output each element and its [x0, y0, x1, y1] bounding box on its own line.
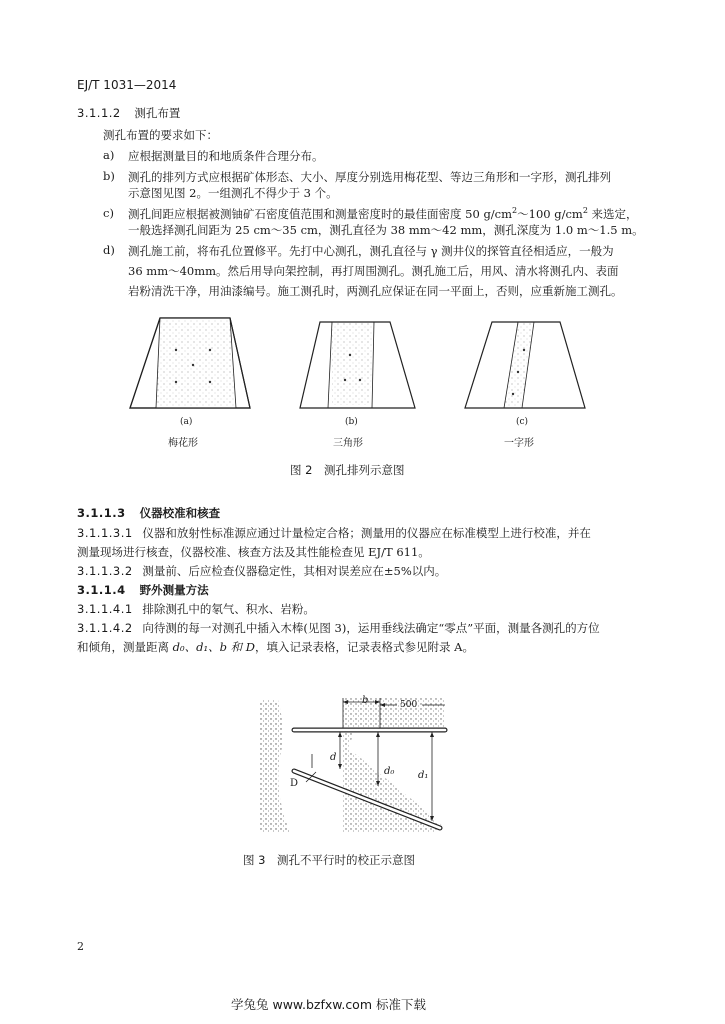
item-a-label: a)	[103, 148, 115, 162]
item-b-line1: 测孔的排列方式应根据矿体形态、大小、厚度分别选用梅花型、等边三角形和一字形，测孔排列	[128, 170, 611, 184]
item-d-line3: 岩粉清洗干净，用油漆编号。施工测孔时，两测孔应保证在同一平面上，否则，应重新施工测孔。	[128, 284, 623, 298]
panel-b-name: 三角形	[333, 438, 363, 449]
rock-face-left	[260, 700, 290, 833]
item-d-label: d)	[103, 243, 115, 257]
para-text: 仪器和放射性标准源应通过计量检定合格；测量用的仪器应在标准模型上进行校准，并在	[142, 526, 591, 540]
para-number: 3.1.1.3.2	[77, 564, 133, 578]
section-3112-heading	[77, 105, 180, 121]
figure-3-caption: 图 3 测孔不平行时的校正示意图	[243, 853, 415, 867]
superscript: 2	[512, 206, 518, 216]
page-number: 2	[77, 940, 84, 953]
panel-a-trapezoid	[130, 318, 250, 408]
para-31141	[77, 601, 315, 617]
para-text: 向待测的每一对测孔中插入木棒(见图 3)，运用垂线法确定“零点”平面，测量各测孔的方位	[142, 621, 600, 635]
label-d1: d₁	[418, 770, 429, 781]
item-c-line2: 一般选择测孔间距为 25 cm～35 cm，测孔直径为 38 mm～42 mm，测孔深度为 1.0 m～1.5 m。	[128, 223, 644, 237]
panel-b-letter: (b)	[345, 417, 358, 427]
section-3112-intro: 测孔布置的要求如下：	[103, 128, 218, 142]
item-c-line1	[128, 206, 638, 222]
label-d: d	[330, 752, 337, 763]
section-number: 3.1.1.4	[77, 583, 126, 597]
section-3114-heading	[77, 582, 209, 598]
item-a-text: 应根据测量目的和地质条件合理分布。	[128, 149, 324, 163]
section-3113-heading	[77, 505, 220, 521]
panel-a-name: 梅花形	[168, 438, 198, 449]
panel-a-letter: (a)	[180, 417, 193, 427]
para-31142-line2	[77, 639, 474, 655]
item-b-line2: 示意图见图 2。一组测孔不得少于 3 个。	[128, 186, 338, 200]
panel-c-letter: (c)	[516, 417, 529, 427]
section-number: 3.1.1.3	[77, 506, 126, 520]
section-title: 仪器校准和核查	[139, 506, 221, 520]
section-number: 3.1.1.2	[77, 106, 121, 120]
superscript: 2	[582, 206, 588, 216]
label-500: 500	[400, 700, 418, 710]
para-text: ，填入记录表格，记录表格式参见附录 A。	[255, 640, 474, 654]
panel-b-trapezoid	[300, 322, 415, 408]
item-b-label: b)	[103, 169, 115, 183]
para-text: 测量前、后应检查仪器稳定性，其相对误差应在±5%以内。	[142, 564, 447, 578]
para-text: 和倾角，测量距离	[77, 640, 173, 654]
para-31142-line1	[77, 620, 600, 636]
para-31132	[77, 563, 446, 579]
section-title: 野外测量方法	[139, 583, 209, 597]
item-d-line1: 测孔施工前，将布孔位置修平。先打中心测孔，测孔直径与 γ 测井仪的探管直径相适应，一般为	[128, 244, 614, 258]
panel-c-name: 一字形	[504, 438, 534, 449]
para-31131-line1	[77, 525, 591, 541]
panel-c-trapezoid	[465, 322, 585, 408]
para-31131-line2: 测量现场进行核查，仪器校准、核查方法及其性能检查见 EJ/T 611。	[77, 545, 430, 559]
para-text: 排除测孔中的氡气、积水、岩粉。	[142, 602, 315, 616]
para-number: 3.1.1.4.2	[77, 621, 133, 635]
figure-3-diagram	[260, 688, 470, 838]
label-b: b	[362, 695, 369, 706]
section-title: 测孔布置	[134, 106, 181, 120]
para-number: 3.1.1.3.1	[77, 526, 133, 540]
item-c-part2: ～100 g/cm	[517, 207, 583, 221]
label-d0: d₀	[384, 766, 395, 777]
label-D: D	[290, 778, 299, 789]
item-c-part3: 来选定，	[587, 207, 638, 221]
item-d-line2: 36 mm～40mm。然后用导向架控制，再打周围测孔。测孔施工后，用风、清水将测孔内、表面	[128, 264, 619, 278]
item-c-label: c)	[103, 206, 114, 220]
variables: d₀、d₁、b 和 D	[172, 640, 255, 654]
figure-2-caption: 图 2 测孔排列示意图	[290, 463, 405, 477]
standard-code: EJ/T 1031—2014	[77, 78, 177, 92]
figure-2-diagram	[120, 310, 620, 450]
para-number: 3.1.1.4.1	[77, 602, 133, 616]
watermark: 学兔兔 www.bzfxw.com 标准下载	[231, 997, 426, 1012]
item-c-part1: 测孔间距应根据被测铀矿石密度值范围和测量密度时的最佳面密度 50 g/cm	[128, 207, 513, 221]
